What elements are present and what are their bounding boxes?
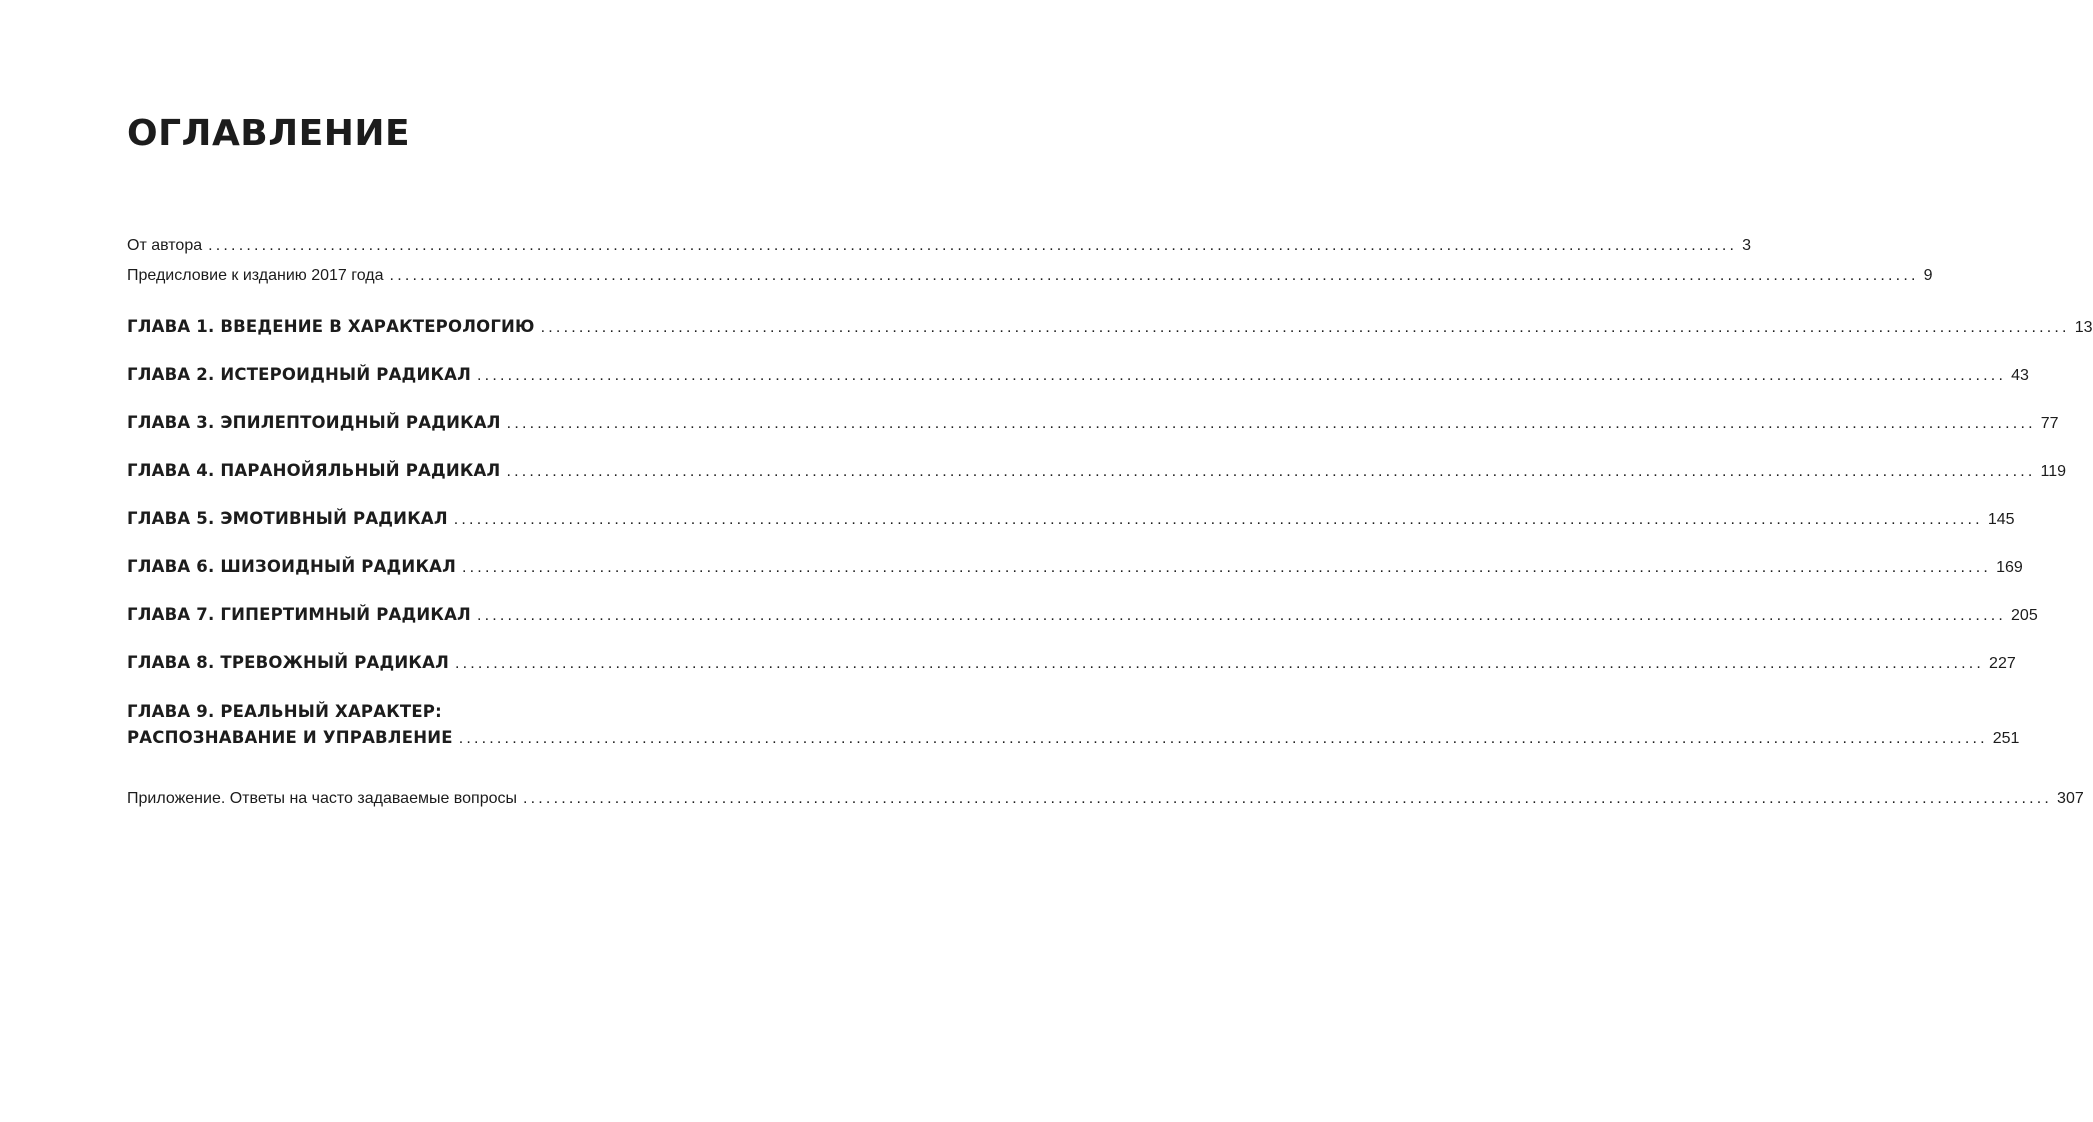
dot-leader: ........................................................................................................................................................................................................ bbox=[462, 559, 1992, 576]
dot-leader: ........................................................................................................................................................................................................ bbox=[208, 237, 1738, 254]
toc-entry-page: 227 bbox=[1989, 655, 2016, 672]
dot-leader: ........................................................................................................................................................................................................ bbox=[477, 367, 2007, 384]
toc-entry-page: 169 bbox=[1996, 559, 2023, 576]
toc-entry-page: 307 bbox=[2057, 790, 2084, 807]
toc-entry-title: ГЛАВА 7. ГИПЕРТИМНЫЙ РАДИКАЛ bbox=[127, 605, 471, 624]
toc-entry-title: ГЛАВА 3. ЭПИЛЕПТОИДНЫЙ РАДИКАЛ bbox=[127, 413, 501, 432]
toc-entry-title-line2: РАСПОЗНАВАНИЕ И УПРАВЛЕНИЕ bbox=[127, 728, 453, 747]
toc-entry-page: 205 bbox=[2011, 607, 2038, 624]
toc-entry-foreword[interactable] bbox=[127, 236, 1752, 256]
dot-leader: ........................................................................................................................................................................................................ bbox=[454, 655, 1985, 672]
page-title: ОГЛАВЛЕНИЕ bbox=[127, 113, 411, 154]
toc-entry-page: 145 bbox=[1987, 511, 2015, 528]
toc-entry-chapter-4[interactable] bbox=[127, 460, 2067, 483]
toc-entry-page: 77 bbox=[2040, 415, 2059, 432]
toc-entry-appendix[interactable] bbox=[127, 789, 2084, 809]
dot-leader: ........................................................................................................................................................................................................ bbox=[453, 511, 1983, 528]
toc-entry-title-line1: ГЛАВА 9. РЕАЛЬНЫЙ ХАРАКТЕР: bbox=[127, 702, 442, 721]
toc-entry-preface[interactable] bbox=[127, 266, 1933, 286]
toc-entry-chapter-7[interactable] bbox=[127, 604, 2038, 627]
toc-entry-page: 119 bbox=[2040, 463, 2067, 480]
toc-entry-page: 3 bbox=[1742, 237, 1752, 254]
toc-entry-chapter-5[interactable] bbox=[127, 508, 2015, 531]
toc-entry-chapter-1[interactable] bbox=[127, 316, 2093, 339]
toc-entry-title: ГЛАВА 1. ВВЕДЕНИЕ В ХАРАКТЕРОЛОГИЮ bbox=[127, 317, 535, 336]
dot-leader: ........................................................................................................................................................................................................ bbox=[389, 267, 1919, 284]
toc-entry-title: ГЛАВА 2. ИСТЕРОИДНЫЙ РАДИКАЛ bbox=[127, 365, 472, 384]
dot-leader: ........................................................................................................................................................................................................ bbox=[540, 319, 2070, 336]
toc-entry-chapter-6[interactable] bbox=[127, 556, 2023, 579]
toc-entry-chapter-8[interactable] bbox=[127, 652, 2016, 675]
toc-entry-page: 9 bbox=[1923, 267, 1933, 284]
toc-entry-title: ГЛАВА 6. ШИЗОИДНЫЙ РАДИКАЛ bbox=[127, 557, 457, 576]
dot-leader: ........................................................................................................................................................................................................ bbox=[506, 463, 2036, 480]
toc-entry-page: 43 bbox=[2011, 367, 2029, 384]
toc-entry-title: ГЛАВА 5. ЭМОТИВНЫЙ РАДИКАЛ bbox=[127, 509, 448, 528]
toc-entry-title: Предисловие к изданию 2017 года bbox=[127, 267, 384, 284]
dot-leader: ........................................................................................................................................................................................................ bbox=[522, 790, 2053, 807]
toc-entry-title: Приложение. Ответы на часто задаваемые вопросы bbox=[127, 790, 517, 807]
toc-entry-page: 13 bbox=[2074, 319, 2093, 336]
dot-leader: ........................................................................................................................................................................................................ bbox=[458, 730, 1988, 747]
dot-leader: ........................................................................................................................................................................................................ bbox=[476, 607, 2007, 624]
toc-entry-title: От автора bbox=[127, 237, 203, 254]
toc-entry-chapter-3[interactable] bbox=[127, 412, 2059, 435]
toc-entry-page: 251 bbox=[1992, 730, 2020, 747]
toc-entry-chapter-9[interactable] bbox=[127, 701, 2020, 750]
toc-entry-chapter-2[interactable] bbox=[127, 364, 2029, 387]
toc-entry-title: ГЛАВА 8. ТРЕВОЖНЫЙ РАДИКАЛ bbox=[127, 653, 449, 672]
dot-leader: ........................................................................................................................................................................................................ bbox=[506, 415, 2036, 432]
toc-entry-title: ГЛАВА 4. ПАРАНОЙЯЛЬНЫЙ РАДИКАЛ bbox=[127, 461, 501, 480]
